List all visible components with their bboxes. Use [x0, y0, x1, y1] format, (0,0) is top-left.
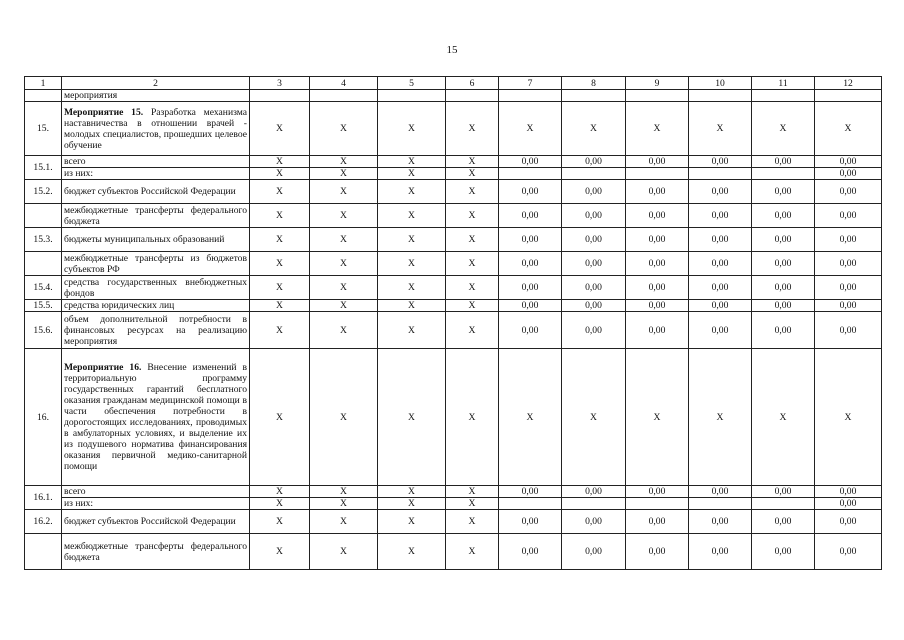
description-text: межбюджетные трансферты федерального бюджета: [64, 540, 247, 563]
value-cell: [689, 498, 752, 510]
value-cell: 0,00: [626, 180, 689, 204]
budget-table: [24, 76, 882, 570]
value-cell: 0,00: [815, 486, 882, 498]
value-cell: 0,00: [626, 486, 689, 498]
value-cell: [499, 168, 562, 180]
value-cell: 0,00: [562, 252, 626, 276]
value-cell: 0,00: [815, 300, 882, 312]
value-cell: 0,00: [815, 180, 882, 204]
value-cell: X: [446, 102, 499, 156]
value-cell: X: [250, 276, 310, 300]
value-cell: 0,00: [626, 312, 689, 349]
header-row: [25, 77, 882, 90]
value-cell: X: [250, 349, 310, 486]
value-cell: X: [378, 276, 446, 300]
value-cell: 0,00: [499, 312, 562, 349]
value-cell: 0,00: [752, 180, 815, 204]
value-cell: 0,00: [499, 252, 562, 276]
value-cell: [626, 90, 689, 102]
table-row: [25, 349, 882, 486]
value-cell: [378, 90, 446, 102]
value-cell: X: [310, 534, 378, 570]
value-cell: 0,00: [499, 276, 562, 300]
value-cell: X: [250, 498, 310, 510]
description-text: бюджет субъектов Российской Федерации: [64, 186, 236, 197]
value-cell: X: [310, 498, 378, 510]
column-header: 4: [310, 77, 378, 90]
row-description: [62, 349, 250, 486]
description-text: бюджет субъектов Российской Федерации: [64, 516, 236, 527]
value-cell: [752, 90, 815, 102]
value-cell: X: [446, 228, 499, 252]
table-row: [25, 276, 882, 300]
value-cell: 0,00: [752, 510, 815, 534]
value-cell: X: [446, 312, 499, 349]
row-description: [62, 102, 250, 156]
value-cell: X: [250, 204, 310, 228]
page-number: 15: [446, 44, 458, 56]
value-cell: 0,00: [689, 252, 752, 276]
row-number: [25, 534, 62, 570]
table-row: [25, 168, 882, 180]
value-cell: [752, 498, 815, 510]
table-row: [25, 486, 882, 498]
value-cell: X: [310, 102, 378, 156]
value-cell: 0,00: [689, 156, 752, 168]
value-cell: X: [752, 349, 815, 486]
value-cell: 0,00: [689, 312, 752, 349]
value-cell: 0,00: [752, 228, 815, 252]
value-cell: [689, 168, 752, 180]
value-cell: 0,00: [752, 276, 815, 300]
value-cell: 0,00: [689, 486, 752, 498]
value-cell: 0,00: [562, 180, 626, 204]
table-row: [25, 312, 882, 349]
value-cell: 0,00: [815, 498, 882, 510]
row-description: [62, 156, 250, 168]
row-number: 16.1.: [25, 486, 62, 510]
value-cell: 0,00: [815, 156, 882, 168]
table-row: [25, 102, 882, 156]
value-cell: [250, 90, 310, 102]
value-cell: X: [250, 156, 310, 168]
value-cell: 0,00: [752, 486, 815, 498]
row-number: [25, 90, 62, 102]
value-cell: X: [250, 180, 310, 204]
value-cell: 0,00: [752, 252, 815, 276]
value-cell: X: [378, 312, 446, 349]
value-cell: 0,00: [562, 300, 626, 312]
table-row: [25, 534, 882, 570]
value-cell: X: [378, 180, 446, 204]
row-description: [62, 180, 250, 204]
description-text: межбюджетные трансферты из бюджетов субъектов РФ: [64, 252, 247, 275]
column-header: 10: [689, 77, 752, 90]
value-cell: 0,00: [499, 300, 562, 312]
row-number: 15.5.: [25, 300, 62, 312]
row-description: [62, 204, 250, 228]
row-description: [62, 90, 250, 102]
value-cell: X: [310, 510, 378, 534]
value-cell: X: [310, 156, 378, 168]
row-description: [62, 534, 250, 570]
value-cell: X: [250, 312, 310, 349]
description-text: средства юридических лиц: [64, 300, 175, 311]
column-header: 6: [446, 77, 499, 90]
value-cell: 0,00: [689, 228, 752, 252]
value-cell: [752, 168, 815, 180]
value-cell: X: [562, 349, 626, 486]
value-cell: X: [378, 228, 446, 252]
value-cell: X: [499, 349, 562, 486]
value-cell: X: [815, 102, 882, 156]
column-header: 2: [62, 77, 250, 90]
row-number: 16.: [25, 349, 62, 486]
value-cell: 0,00: [815, 534, 882, 570]
value-cell: X: [310, 204, 378, 228]
row-description: [62, 276, 250, 300]
row-description: [62, 300, 250, 312]
value-cell: 0,00: [499, 204, 562, 228]
value-cell: X: [250, 300, 310, 312]
table-row: [25, 180, 882, 204]
value-cell: 0,00: [752, 534, 815, 570]
value-cell: X: [626, 349, 689, 486]
value-cell: 0,00: [626, 300, 689, 312]
value-cell: X: [378, 300, 446, 312]
value-cell: 0,00: [626, 156, 689, 168]
value-cell: 0,00: [752, 156, 815, 168]
value-cell: 0,00: [562, 204, 626, 228]
value-cell: 0,00: [689, 276, 752, 300]
value-cell: 0,00: [689, 300, 752, 312]
value-cell: X: [378, 510, 446, 534]
value-cell: X: [310, 312, 378, 349]
value-cell: X: [310, 168, 378, 180]
value-cell: X: [310, 486, 378, 498]
description-text: Разработка механизма наставничества в отношении врачей - молодых специалистов, прошедших целевое обучение: [64, 106, 247, 151]
value-cell: [499, 90, 562, 102]
value-cell: 0,00: [815, 252, 882, 276]
value-cell: 0,00: [499, 534, 562, 570]
activity-title: Мероприятие 15.: [64, 106, 144, 118]
value-cell: X: [446, 156, 499, 168]
row-description: [62, 252, 250, 276]
description-text: мероприятия: [64, 90, 118, 101]
value-cell: 0,00: [499, 510, 562, 534]
value-cell: X: [562, 102, 626, 156]
description-text: из них:: [64, 168, 94, 179]
value-cell: X: [446, 168, 499, 180]
value-cell: X: [689, 102, 752, 156]
value-cell: X: [378, 498, 446, 510]
value-cell: X: [446, 180, 499, 204]
value-cell: X: [250, 252, 310, 276]
value-cell: 0,00: [626, 228, 689, 252]
description-text: из них:: [64, 498, 94, 509]
value-cell: X: [626, 102, 689, 156]
value-cell: 0,00: [499, 486, 562, 498]
value-cell: [310, 90, 378, 102]
value-cell: 0,00: [752, 312, 815, 349]
value-cell: X: [250, 228, 310, 252]
value-cell: 0,00: [499, 180, 562, 204]
row-number: 15.4.: [25, 276, 62, 300]
value-cell: X: [689, 349, 752, 486]
column-header: 8: [562, 77, 626, 90]
value-cell: X: [250, 486, 310, 498]
description-text: средства государственных внебюджетных фондов: [64, 276, 247, 299]
value-cell: X: [310, 300, 378, 312]
value-cell: X: [250, 168, 310, 180]
value-cell: X: [446, 204, 499, 228]
value-cell: X: [250, 534, 310, 570]
column-header: 7: [499, 77, 562, 90]
row-number: [25, 204, 62, 228]
row-number: 15.2.: [25, 180, 62, 204]
table-row: [25, 498, 882, 510]
value-cell: 0,00: [626, 252, 689, 276]
row-description: [62, 168, 250, 180]
value-cell: 0,00: [752, 204, 815, 228]
table-row: [25, 300, 882, 312]
value-cell: [499, 498, 562, 510]
column-header: 5: [378, 77, 446, 90]
value-cell: 0,00: [815, 276, 882, 300]
row-description: [62, 312, 250, 349]
activity-title: Мероприятие 16.: [64, 362, 142, 373]
value-cell: X: [378, 102, 446, 156]
value-cell: [562, 168, 626, 180]
value-cell: [626, 498, 689, 510]
value-cell: 0,00: [562, 312, 626, 349]
value-cell: [689, 90, 752, 102]
value-cell: 0,00: [815, 204, 882, 228]
value-cell: 0,00: [626, 204, 689, 228]
value-cell: X: [378, 204, 446, 228]
column-header: 3: [250, 77, 310, 90]
value-cell: X: [250, 102, 310, 156]
value-cell: 0,00: [562, 228, 626, 252]
value-cell: 0,00: [562, 156, 626, 168]
value-cell: X: [446, 349, 499, 486]
value-cell: X: [752, 102, 815, 156]
value-cell: 0,00: [626, 276, 689, 300]
value-cell: X: [446, 252, 499, 276]
row-number: 15.1.: [25, 156, 62, 180]
value-cell: X: [815, 349, 882, 486]
value-cell: [626, 168, 689, 180]
row-description: [62, 228, 250, 252]
value-cell: 0,00: [689, 510, 752, 534]
value-cell: 0,00: [689, 534, 752, 570]
table-row: [25, 90, 882, 102]
description-text: объем дополнительной потребности в финансовых ресурсах на реализацию мероприятия: [64, 313, 247, 347]
value-cell: 0,00: [752, 300, 815, 312]
row-number: 16.2.: [25, 510, 62, 534]
value-cell: 0,00: [562, 276, 626, 300]
value-cell: X: [250, 510, 310, 534]
value-cell: [562, 90, 626, 102]
value-cell: 0,00: [689, 204, 752, 228]
column-header: 11: [752, 77, 815, 90]
description-text: всего: [64, 156, 86, 167]
value-cell: X: [378, 252, 446, 276]
description-text: бюджеты муниципальных образований: [64, 234, 225, 245]
value-cell: 0,00: [815, 168, 882, 180]
table-row: [25, 228, 882, 252]
column-header: 12: [815, 77, 882, 90]
row-number: 15.: [25, 102, 62, 156]
value-cell: 0,00: [562, 510, 626, 534]
value-cell: X: [310, 180, 378, 204]
value-cell: X: [446, 276, 499, 300]
table-row: [25, 510, 882, 534]
description-text: межбюджетные трансферты федерального бюджета: [64, 204, 247, 227]
row-description: [62, 510, 250, 534]
row-description: [62, 498, 250, 510]
value-cell: X: [378, 168, 446, 180]
value-cell: X: [310, 349, 378, 486]
description-text: Внесение изменений в территориальную программу государственных гарантий бесплатного оказания гражданам медицинской помощи в части обеспечения потребности в дорогостоящих исследованиях, проводимых в амбулаторных условиях, и выделение их из подушевого норматива финансирования оказания первичной медико-санитарной помощи: [64, 362, 247, 472]
value-cell: [446, 90, 499, 102]
value-cell: 0,00: [562, 534, 626, 570]
value-cell: X: [378, 486, 446, 498]
value-cell: 0,00: [626, 534, 689, 570]
value-cell: 0,00: [626, 510, 689, 534]
value-cell: 0,00: [499, 228, 562, 252]
row-number: [25, 252, 62, 276]
table-row: [25, 204, 882, 228]
value-cell: 0,00: [499, 156, 562, 168]
row-description: [62, 486, 250, 498]
table-body: [25, 90, 882, 570]
value-cell: X: [378, 534, 446, 570]
value-cell: [815, 90, 882, 102]
value-cell: X: [310, 276, 378, 300]
value-cell: X: [446, 486, 499, 498]
row-number: 15.3.: [25, 228, 62, 252]
table-row: [25, 252, 882, 276]
value-cell: X: [378, 349, 446, 486]
value-cell: X: [446, 534, 499, 570]
value-cell: X: [446, 498, 499, 510]
value-cell: X: [310, 252, 378, 276]
column-header: 9: [626, 77, 689, 90]
description-text: всего: [64, 486, 86, 497]
value-cell: X: [499, 102, 562, 156]
column-header: 1: [25, 77, 62, 90]
value-cell: X: [378, 156, 446, 168]
value-cell: X: [310, 228, 378, 252]
value-cell: [562, 498, 626, 510]
value-cell: 0,00: [562, 486, 626, 498]
value-cell: X: [446, 510, 499, 534]
value-cell: X: [446, 300, 499, 312]
table-row: [25, 156, 882, 168]
value-cell: 0,00: [689, 180, 752, 204]
row-number: 15.6.: [25, 312, 62, 349]
value-cell: 0,00: [815, 510, 882, 534]
value-cell: 0,00: [815, 228, 882, 252]
value-cell: 0,00: [815, 312, 882, 349]
